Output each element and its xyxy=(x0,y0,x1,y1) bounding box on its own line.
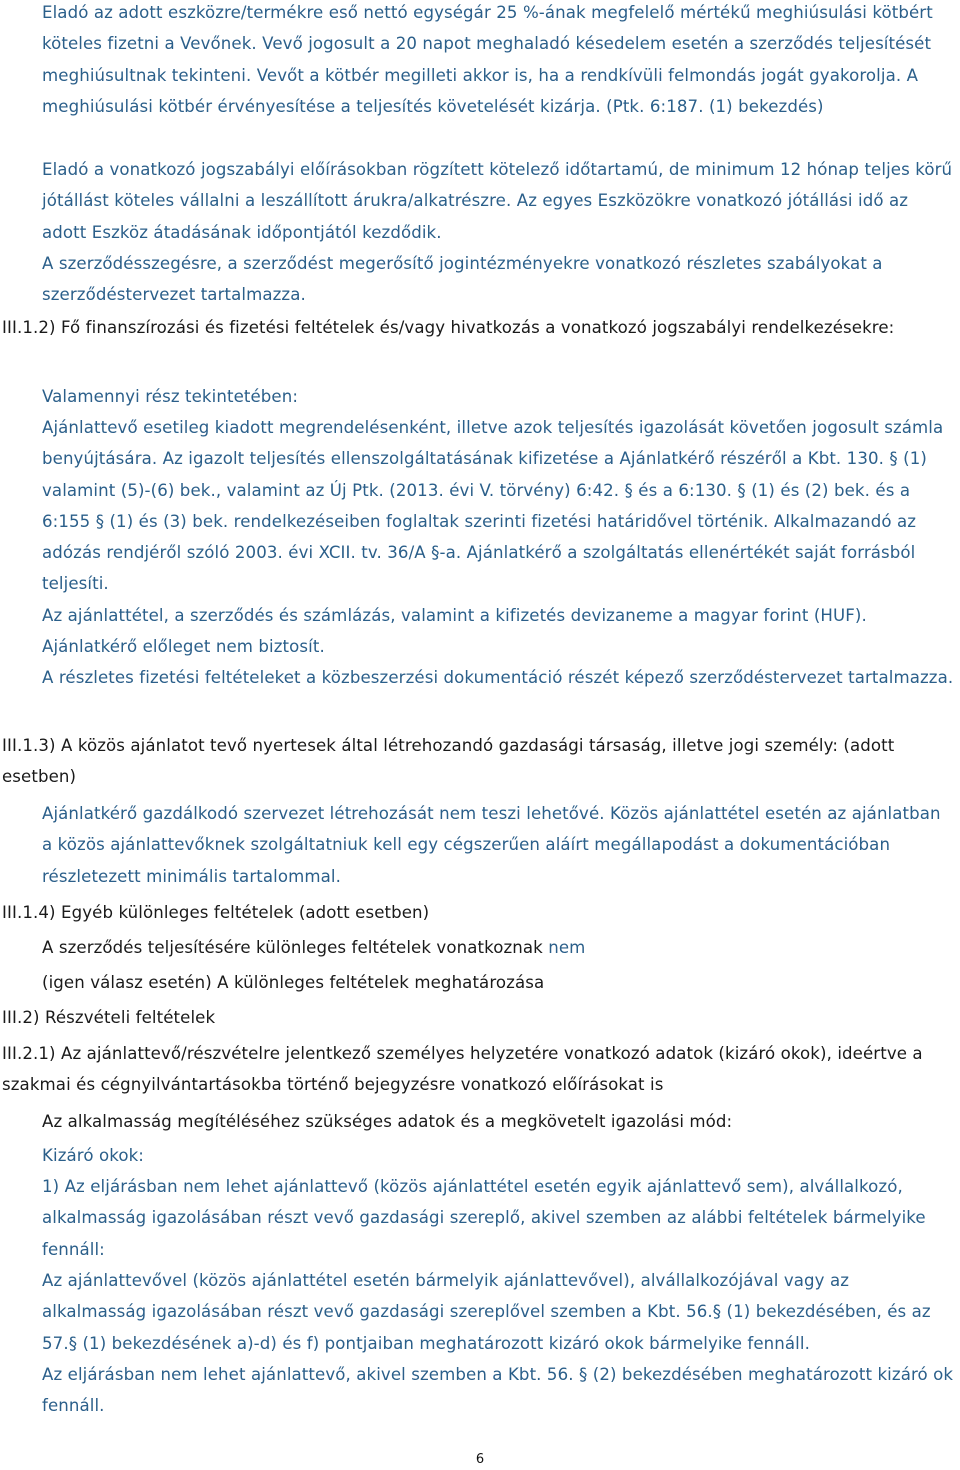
exclusion-detail-paragraph: Az ajánlattevővel (közös ajánlattétel esetén bármelyik ajánlattevővel), alvállalkozójával vagy az alkalmasság igazolásában részt vevő gazdasági szereplővel szemben a Kbt. 56.§ (1) bekezdésében, és az 57.§ (1) bekezdésének a)-d) és f) pontjaiban meghatározott kizáró okok bármelyike fennáll. xyxy=(42,1271,931,1353)
exclusion-detail-paragraph-2: Az eljárásban nem lehet ajánlattevő, akivel szemben a Kbt. 56. § (2) bekezdésében meghatározott kizáró ok fennáll. xyxy=(42,1365,954,1416)
exclusion-item-1: 1) Az eljárásban nem lehet ajánlattevő (közös ajánlattétel esetén egyik ajánlattevő sem), alvállalkozó, alkalmasság igazolásában részt vevő gazdasági szereplő, akivel szemben az alábbi feltételek bármelyike fennáll: xyxy=(42,1177,926,1259)
exclusion-grounds-label: Kizáró okok: xyxy=(42,1146,144,1165)
invoicing-paragraph: Ajánlattevő esetileg kiadott megrendelésenként, illetve azok teljesítés igazolását követően jogosult számla benyújtására. Az igazolt teljesítés ellenszolgáltatásának kifizetése a Ajánlatkérő részéről a Kbt. 130. § (1) valamint (5)-(6) bek., valamint az Új Ptk. (2013. évi V. törvény) 6:42. § és a 6:130. § (1) és (2) bek. és a 6:155 § (1) és (3) bek. rendelkezéseiben foglaltak szerinti fizetési határidővel történik. Alkalmazandó az adózás rendjéről szóló 2003. évi XCII. tv. 36/A §-a. Ajánlatkérő a szolgáltatás ellenértékét saját forrásból teljesíti. xyxy=(42,418,944,594)
section-heading-iii-2-1: III.2.1) Az ajánlattevő/részvételre jelentkező személyes helyzetére vonatkozó adatok (kizáró okok), ideértve a szakmai és cégnyilvántartásokba történő bejegyzésre vonatkozó előírásokat is xyxy=(2,1044,923,1095)
penalty-paragraph: Eladó az adott eszközre/termékre eső nettó egységár 25 %-ának megfelelő mértékű meghiúsulási kötbért köteles fizetni a Vevőnek. Vevő jogosult a 20 napot meghaladó késedelem esetén a szerződés teljesítését meghiúsultnak tekinteni. Vevőt a kötbér megilleti akkor is, ha a rendkívüli felmondás jogát gyakorolja. A meghiúsulási kötbér érvényesítése a teljesítés követelését kizárja. (Ptk. 6:187. (1) bekezdés) xyxy=(42,3,933,116)
section-heading-iii-2: III.2) Részvételi feltételek xyxy=(2,1008,216,1027)
special-conditions-label: A szerződés teljesítésére különleges feltételek vonatkoznak xyxy=(42,938,543,957)
special-conditions-definition: (igen válasz esetén) A különleges feltételek meghatározása xyxy=(42,973,545,992)
special-conditions-value: nem xyxy=(548,938,586,957)
payment-terms-paragraph: A részletes fizetési feltételeket a közbeszerzési dokumentáció részét képező szerződéstervezet tartalmazza. xyxy=(42,668,954,687)
breach-rules-paragraph: A szerződésszegésre, a szerződést megerősítő jogintézményekre vonatkozó részletes szabályokat a szerződéstervezet tartalmazza. xyxy=(42,254,883,305)
all-parts-label: Valamennyi rész tekintetében: xyxy=(42,387,299,406)
currency-paragraph: Az ajánlattétel, a szerződés és számlázás, valamint a kifizetés devizaneme a magyar forint (HUF). Ajánlatkérő előleget nem biztosít. xyxy=(42,606,867,657)
page-number: 6 xyxy=(475,1452,485,1467)
section-heading-iii-1-2: III.1.2) Fő finanszírozási és fizetési feltételek és/vagy hivatkozás a vonatkozó jogszabályi rendelkezésekre: xyxy=(2,318,895,337)
warranty-paragraph: Eladó a vonatkozó jogszabályi előírásokban rögzített kötelező időtartamú, de minimum 12 hónap teljes körű jótállást köteles vállalni a leszállított árukra/alkatrészre. Az egyes Eszközökre vonatkozó jótállási idő az adott Eszköz átadásának időpontjától kezdődik. xyxy=(42,160,953,242)
suitability-data-label: Az alkalmasság megítéléséhez szükséges adatok és a megkövetelt igazolási mód: xyxy=(42,1112,733,1131)
section-heading-iii-1-3: III.1.3) A közös ajánlatot tevő nyertesek által létrehozandó gazdasági társaság, illetve jogi személy: (adott esetben) xyxy=(2,736,895,787)
section-heading-iii-1-4: III.1.4) Egyéb különleges feltételek (adott esetben) xyxy=(2,903,430,922)
joint-bid-paragraph: Ajánlatkérő gazdálkodó szervezet létrehozását nem teszi lehetővé. Közös ajánlattétel esetén az ajánlatban a közös ajánlattevőknek szolgáltatniuk kell egy cégszerűen aláírt megállapodást a dokumentációban részletezett minimális tartalommal. xyxy=(42,804,941,886)
special-conditions-line xyxy=(42,932,954,963)
